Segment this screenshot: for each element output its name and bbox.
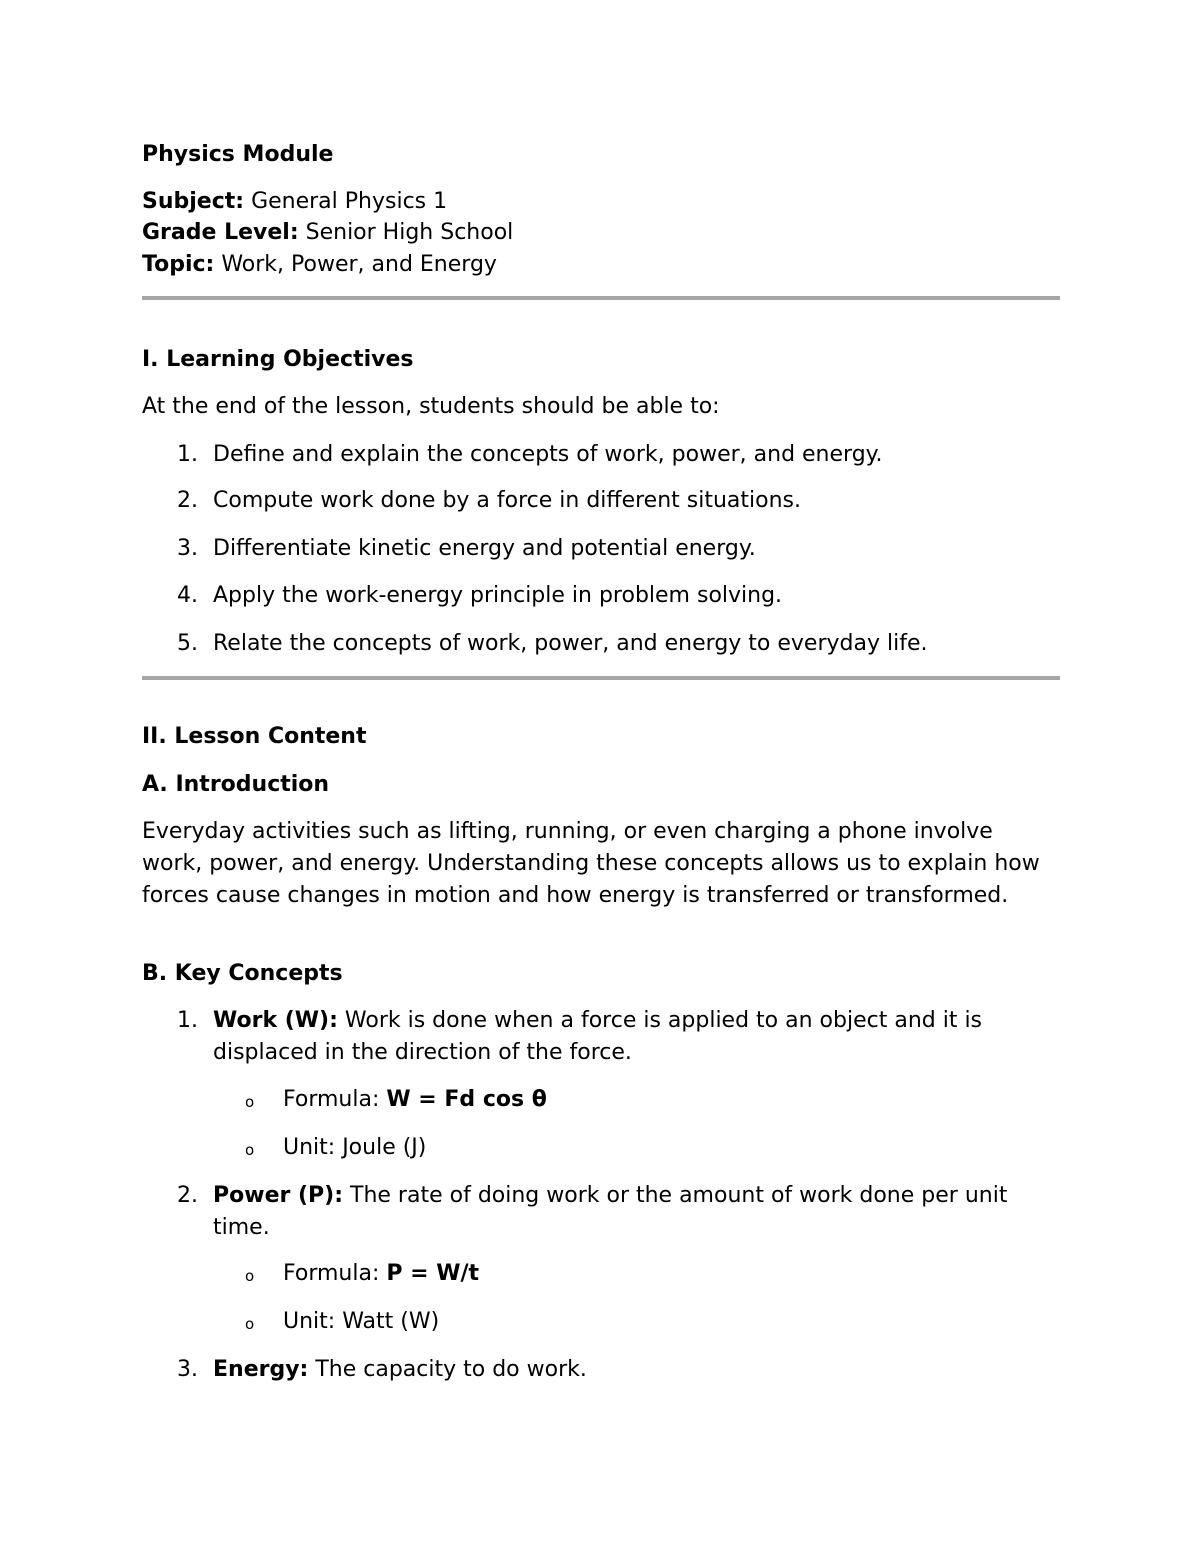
list-number: 1. (177, 442, 198, 467)
formula: W = Fd cos θ (386, 1087, 547, 1112)
introduction-heading: A. Introduction (142, 772, 330, 797)
objectives-intro: At the end of the lesson, students should be able to: (142, 394, 720, 419)
list-number: 2. (177, 488, 198, 513)
subject-label: Subject: (142, 189, 245, 214)
formula-label: Formula: (283, 1261, 387, 1286)
grade-value: Senior High School (305, 220, 514, 245)
list-number: 5. (177, 631, 198, 656)
list-item: Compute work done by a force in different situations. (213, 488, 801, 513)
grade-label: Grade Level: (142, 220, 299, 245)
formula-label: Formula: (283, 1087, 387, 1112)
list-item: Define and explain the concepts of work, power, and energy. (213, 442, 883, 467)
bullet-icon: o (245, 1141, 255, 1159)
topic-label: Topic: (142, 252, 215, 277)
formula: P = W/t (386, 1261, 480, 1286)
list-item: Differentiate kinetic energy and potential energy. (213, 536, 756, 561)
bullet-icon: o (245, 1093, 255, 1111)
document-title: Physics Module (142, 142, 334, 167)
objectives-heading: I. Learning Objectives (142, 347, 414, 372)
topic-line (142, 249, 497, 281)
list-item: Apply the work-energy principle in problem solving. (213, 583, 783, 608)
concept-definition: The rate of doing work or the amount of work done per unit time. (213, 1183, 1008, 1240)
list-number: 1. (177, 1008, 198, 1033)
bullet-icon: o (245, 1315, 255, 1333)
content-heading: II. Lesson Content (142, 724, 367, 749)
concept-definition: The capacity to do work. (308, 1357, 587, 1382)
concept-power (213, 1180, 1053, 1244)
list-number: 3. (177, 536, 198, 561)
unit-line: Unit: Watt (W) (283, 1309, 440, 1334)
horizontal-rule (142, 296, 1060, 300)
list-number: 3. (177, 1357, 198, 1382)
list-number: 4. (177, 583, 198, 608)
concept-term: Power (P): (213, 1183, 344, 1208)
formula-line (283, 1258, 479, 1290)
concept-energy (213, 1354, 1053, 1386)
introduction-paragraph: Everyday activities such as lifting, running, or even charging a phone involve work, power, and energy. Understanding these concepts allows us to explain how forces cause changes in motion and how energy is transferred or transformed. (142, 819, 1040, 908)
list-item: Relate the concepts of work, power, and energy to everyday life. (213, 631, 928, 656)
concept-term: Energy: (213, 1357, 309, 1382)
formula-line (283, 1084, 547, 1116)
list-number: 2. (177, 1183, 198, 1208)
grade-line (142, 217, 513, 249)
concept-term: Work (W): (213, 1008, 338, 1033)
concept-work (213, 1005, 1053, 1069)
key-concepts-heading: B. Key Concepts (142, 961, 343, 986)
unit-line: Unit: Joule (J) (283, 1135, 427, 1160)
topic-value: Work, Power, and Energy (221, 252, 497, 277)
horizontal-rule (142, 676, 1060, 680)
bullet-icon: o (245, 1267, 255, 1285)
subject-value: General Physics 1 (251, 189, 448, 214)
concept-definition: Work is done when a force is applied to an object and it is displaced in the direction of the force. (213, 1008, 983, 1065)
subject-line (142, 186, 447, 218)
